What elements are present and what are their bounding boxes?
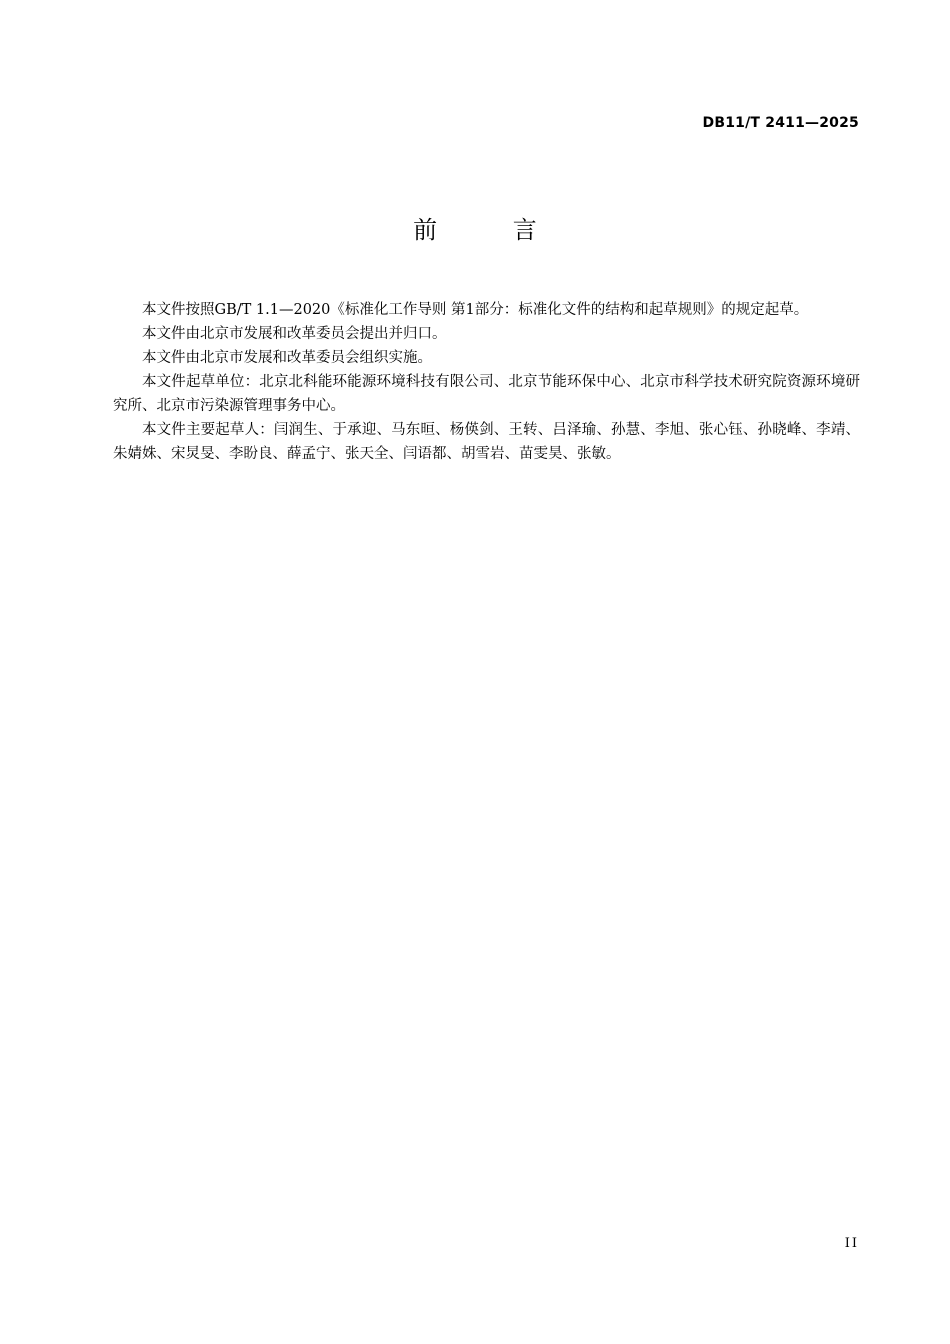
paragraph-drafting-rules: 本文件按照GB/T 1.1—2020《标准化工作导则 第1部分：标准化文件的结构和起草规则》的规定起草。: [142, 302, 809, 318]
paragraph-implementer: 本文件由北京市发展和改革委员会组织实施。: [142, 350, 432, 366]
foreword-body: [113, 298, 860, 466]
page-number: II: [844, 1236, 859, 1251]
page-title: 前 言: [413, 216, 571, 244]
paragraph-drafters: 本文件主要起草人：闫润生、于承迎、马东晅、杨偀剑、王转、吕泽瑜、孙慧、李旭、张心钰、孙晓峰、李靖、朱婧姝、宋炅旻、李盼良、薛孟宁、张天全、闫语都、胡雪岩、苗雯昊、张敏。: [113, 422, 860, 462]
paragraph-drafting-units: 本文件起草单位：北京北科能环能源环境科技有限公司、北京节能环保中心、北京市科学技术研究院资源环境研究所、北京市污染源管理事务中心。: [113, 374, 860, 414]
document-code: DB11/T 2411—2025: [702, 115, 859, 131]
paragraph-proposer: 本文件由北京市发展和改革委员会提出并归口。: [142, 326, 447, 342]
